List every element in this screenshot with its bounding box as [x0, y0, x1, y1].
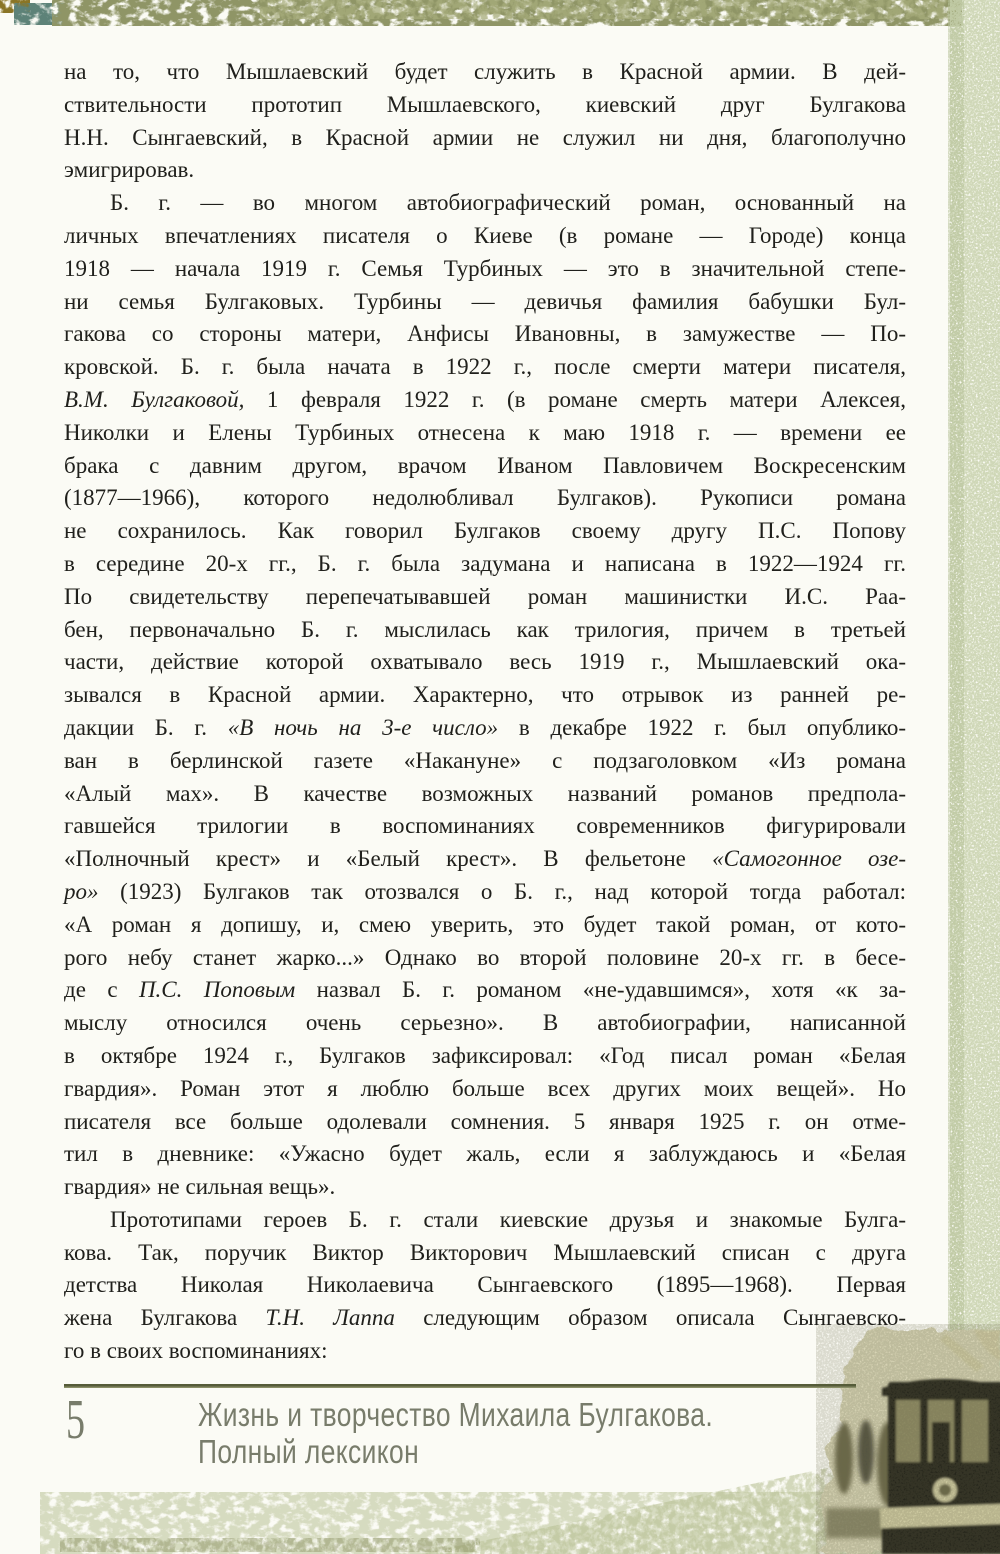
running-title-line2: Полный лексикон	[198, 1433, 420, 1470]
text-line	[64, 1335, 906, 1368]
text-line	[64, 1040, 906, 1073]
text-segment: 1 февраля 1922 г. (в романе смерть матери Алексея,	[244, 386, 906, 412]
text-line	[64, 712, 906, 745]
text-line	[64, 679, 906, 712]
text-line	[64, 220, 906, 253]
text-segment: гакова со стороны матери, Анфисы Ивановны, в замужестве — По-	[64, 321, 906, 347]
text-segment: не сохранилось. Как говорил Булгаков своему другу П.С. Попову	[64, 518, 906, 544]
text-segment: зывался в Красной армии. Характерно, что отрывок из ранней ре-	[64, 682, 906, 708]
text-line	[64, 843, 906, 876]
text-segment: в декабре 1922 г. был опублико-	[498, 714, 907, 740]
italic-text-segment: В.М. Булгаковой,	[64, 386, 245, 412]
text-segment: назвал Б. г. романом «не-удавшимся», хотя «к за-	[295, 977, 906, 1003]
text-segment: тил в дневнике: «Ужасно будет жаль, если я заблуждаюсь и «Белая	[64, 1141, 906, 1167]
text-segment: «А роман я допишу, и, смею уверить, это будет такой роман, от кото-	[64, 911, 906, 937]
text-segment: в октябре 1924 г., Булгаков зафиксировал: «Год писал роман «Белая	[64, 1042, 906, 1068]
text-line	[64, 1007, 906, 1040]
text-segment: ствительности прототип Мышлаевского, киевский друг Булгакова	[64, 91, 906, 117]
text-segment: писателя все больше одолевали сомнения. 5 января 1925 г. он отме-	[64, 1108, 906, 1134]
text-line	[64, 318, 906, 351]
text-segment: детства Николая Николаевича Сынгаевского (1895—1968). Первая	[64, 1272, 906, 1298]
text-line	[64, 450, 906, 483]
text-line	[64, 778, 906, 811]
text-segment: следующим образом описала Сынгаевско-	[394, 1305, 906, 1331]
text-line	[64, 974, 906, 1007]
footer-rule	[64, 1384, 856, 1388]
text-segment: «Алый мах». В качестве возможных названий романов предпола-	[64, 780, 906, 806]
text-line	[64, 876, 906, 909]
text-line	[64, 89, 906, 122]
text-line	[64, 1269, 906, 1302]
text-line	[64, 417, 906, 450]
italic-text-segment: Т.Н. Лаппа	[265, 1305, 395, 1331]
text-line	[64, 286, 906, 319]
text-line	[64, 646, 906, 679]
text-segment: Н.Н. Сынгаевский, в Красной армии не служил ни дня, благополучно	[64, 124, 906, 150]
text-segment: гавшейся трилогии в воспоминаниях современников фигурировали	[64, 813, 906, 839]
text-line	[64, 581, 906, 614]
text-line	[64, 187, 906, 220]
text-line	[64, 482, 906, 515]
italic-text-segment: «Самогонное озе-	[712, 846, 907, 872]
text-segment: ван в берлинской газете «Накануне» с подзаголовком «Из романа	[64, 747, 906, 773]
text-segment: мыслу относился очень серьезно». В автобиографии, написанной	[64, 1010, 906, 1036]
text-segment: дакции Б. г.	[64, 714, 228, 740]
text-line	[64, 942, 906, 975]
text-line	[64, 1171, 906, 1204]
text-line	[64, 1073, 906, 1106]
text-segment: Прототипами героев Б. г. стали киевские друзья и знакомые Булга-	[110, 1206, 906, 1232]
text-line	[64, 1302, 906, 1335]
italic-text-segment: ро»	[64, 878, 99, 904]
text-segment: го в своих воспоминаниях:	[64, 1338, 328, 1364]
text-line	[64, 1138, 906, 1171]
text-segment: По свидетельству перепечатывавшей роман машинистки И.С. Раа-	[64, 583, 906, 609]
text-segment: в середине 20-х гг., Б. г. была задумана и написана в 1922—1924 гг.	[64, 550, 906, 576]
text-segment: рого небу станет жарко...» Однако во второй половине 20-х гг. в бесе-	[64, 944, 906, 970]
page-number: 5	[66, 1389, 86, 1451]
page-edge-strip	[948, 0, 1000, 1554]
text-line	[64, 548, 906, 581]
text-line	[64, 122, 906, 155]
text-segment: брака с давним другом, врачом Иваном Павловичем Воскресенским	[64, 452, 906, 478]
text-segment: 1918 — начала 1919 г. Семья Турбиных — это в значительной степе-	[64, 255, 906, 281]
text-segment: гвардия» не сильная вещь».	[64, 1174, 336, 1200]
text-line	[64, 56, 906, 89]
text-segment: эмигрировав.	[64, 157, 195, 183]
text-line	[64, 384, 906, 417]
text-line	[64, 1106, 906, 1139]
text-line	[64, 1204, 906, 1237]
text-line	[64, 909, 906, 942]
text-line	[64, 351, 906, 384]
text-segment: де с	[64, 977, 139, 1003]
text-segment: (1923) Булгаков так отозвался о Б. г., над которой тогда работал:	[98, 878, 906, 904]
text-line	[64, 253, 906, 286]
text-segment: кова. Так, поручик Виктор Викторович Мышлаевский списан с друга	[64, 1239, 906, 1265]
text-segment: «Полночный крест» и «Белый крест». В фельетоне	[64, 846, 713, 872]
text-line	[64, 614, 906, 647]
text-segment: Николки и Елены Турбиных отнесена к маю 1918 г. — времени ее	[64, 419, 906, 445]
text-segment: части, действие которой охватывало весь 1919 г., Мышлаевский ока-	[64, 649, 906, 675]
text-segment: бен, первоначально Б. г. мыслилась как трилогия, причем в третьей	[64, 616, 906, 642]
text-line	[64, 745, 906, 778]
text-line	[64, 810, 906, 843]
text-segment: личных впечатлениях писателя о Киеве (в романе — Городе) конца	[64, 222, 906, 248]
italic-text-segment: «В ночь на 3-е число»	[227, 714, 499, 740]
text-segment: на то, что Мышлаевский будет служить в Красной армии. В дей-	[64, 59, 906, 84]
text-line	[64, 154, 906, 187]
body-text	[64, 56, 906, 1368]
running-title-line1: Жизнь и творчество Михаила Булгакова.	[198, 1396, 714, 1433]
text-line	[64, 515, 906, 548]
running-title	[198, 1396, 713, 1470]
text-segment: гвардия». Роман этот я люблю больше всех других моих вещей». Но	[64, 1075, 906, 1101]
text-segment: ни семья Булгаковых. Турбины — девичья фамилия бабушки Бул-	[64, 288, 906, 314]
text-segment: жена Булгакова	[64, 1305, 266, 1331]
italic-text-segment: П.С. Поповым	[138, 977, 296, 1003]
text-line	[64, 1237, 906, 1270]
text-segment: кровской. Б. г. была начата в 1922 г., после смерти матери писателя,	[64, 354, 906, 380]
text-segment: Б. г. — во многом автобиографический роман, основанный на	[110, 190, 906, 216]
text-segment: (1877—1966), которого недолюбливал Булгаков). Рукописи романа	[64, 485, 906, 511]
top-scan-band	[0, 0, 962, 26]
